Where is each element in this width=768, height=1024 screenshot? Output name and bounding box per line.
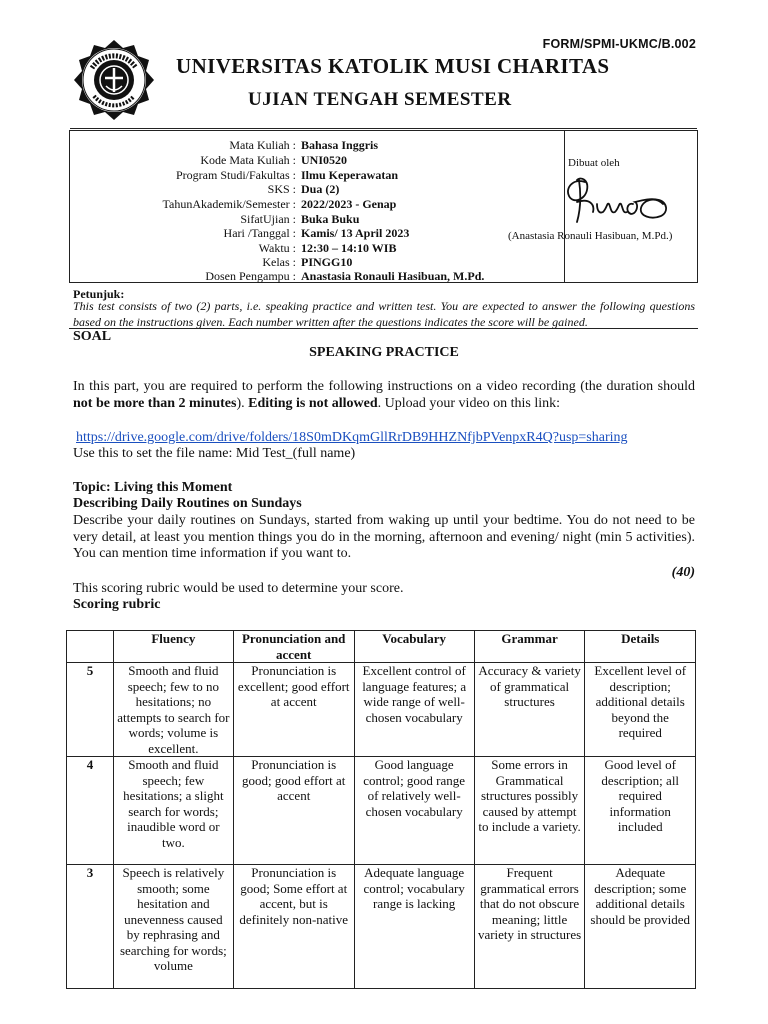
table-cell: Good language control; good range of relatively well-chosen vocabulary <box>354 757 474 865</box>
score-cell: 5 <box>67 663 114 757</box>
soal-label: SOAL <box>73 329 112 344</box>
info-label: Program Studi/Fakultas : <box>176 168 296 182</box>
info-value: PINGG10 <box>301 255 353 269</box>
header-cell: Vocabulary <box>354 631 474 663</box>
info-value: Ilmu Keperawatan <box>301 168 398 182</box>
info-row <box>70 226 564 241</box>
section-title <box>0 345 768 361</box>
header-cell: Details <box>585 631 696 663</box>
scoring-rubric-table <box>66 630 696 989</box>
intro-paragraph <box>73 379 695 412</box>
made-by-label: Dibuat oleh <box>568 157 620 169</box>
info-row <box>70 255 564 270</box>
instructions-divider <box>69 328 698 329</box>
section-title-text: SPEAKING PRACTICE <box>309 345 459 360</box>
info-label: Waktu : <box>258 241 296 255</box>
table-cell: Pronunciation is excellent; good effort at accent <box>233 663 354 757</box>
task-description: Describe your daily routines on Sundays, started from waking up until your bedtime. You do not need to be very detail, at least you mention things you do in the morning, afternoon and evening/ night (min 5 activities). You can mention time information if you want to. <box>73 513 695 561</box>
info-label: SKS : <box>267 182 296 196</box>
table-row <box>67 663 696 757</box>
task-score: (40) <box>671 565 695 580</box>
intro-text-3: . Upload your video on this link: <box>377 395 561 411</box>
table-cell: Smooth and fluid speech; few to no hesitations; no attempts to search for words; volume is excellent. <box>113 663 233 757</box>
table-cell: Smooth and fluid speech; few hesitations; a slight search for words; inaudible word or two. <box>113 757 233 865</box>
university-name: UNIVERSITAS KATOLIK MUSI CHARITAS <box>176 54 610 78</box>
info-label: Hari /Tanggal : <box>223 226 296 240</box>
table-cell: Frequent grammatical errors that do not obscure meaning; little variety in structures <box>474 865 585 989</box>
info-label: Dosen Pengampu : <box>205 269 296 283</box>
rubric-label: Scoring rubric <box>73 597 161 612</box>
info-row <box>70 197 564 212</box>
info-value: UNI0520 <box>301 153 348 167</box>
score-cell: 3 <box>67 865 114 989</box>
info-row <box>70 241 564 256</box>
table-cell: Pronunciation is good; Some effort at accent, but is definitely non-native <box>233 865 354 989</box>
info-label: Mata Kuliah : <box>229 138 296 152</box>
table-cell: Some errors in Grammatical structures possibly caused by attempt to include a variety. <box>474 757 585 865</box>
info-value: 2022/2023 - Genap <box>301 197 397 211</box>
info-value: Bahasa Inggris <box>301 138 379 152</box>
rubric-note: This scoring rubric would be used to determine your score. <box>73 581 404 596</box>
score-cell: 4 <box>67 757 114 865</box>
form-code: FORM/SPMI-UKMC/B.002 <box>542 37 696 51</box>
info-label: Kelas : <box>262 255 296 269</box>
table-cell: Adequate language control; vocabulary range is lacking <box>354 865 474 989</box>
info-label: TahunAkademik/Semester : <box>162 197 296 211</box>
table-cell: Accuracy & variety of grammatical structures <box>474 663 585 757</box>
info-value: Kamis/ 13 April 2023 <box>301 226 410 240</box>
info-label: Kode Mata Kuliah : <box>200 153 296 167</box>
header-cell: Fluency <box>113 631 233 663</box>
info-row <box>70 153 564 168</box>
info-value: 12:30 – 14:10 WIB <box>301 241 397 255</box>
table-cell: Pronunciation is good; good effort at accent <box>233 757 354 865</box>
info-row <box>70 138 564 153</box>
table-cell: Speech is relatively smooth; some hesitation and unevenness caused by rephrasing and searching for words; volume <box>113 865 233 989</box>
intro-bold-1: not be more than 2 minutes <box>73 395 237 411</box>
info-row <box>70 269 564 284</box>
info-value: Buka Buku <box>301 212 360 226</box>
header-cell: Grammar <box>474 631 585 663</box>
signature-icon <box>555 168 685 230</box>
table-cell: Excellent level of description; additional details beyond the required <box>585 663 696 757</box>
info-row <box>70 212 564 227</box>
exam-title: UJIAN TENGAH SEMESTER <box>248 89 512 110</box>
upload-link[interactable]: https://drive.google.com/drive/folders/18S0mDKqmGllRrDB9HHZNfjbPVenpxR4Q?usp=sharing <box>76 430 628 445</box>
info-label: SifatUjian : <box>240 212 296 226</box>
table-cell: Adequate description; some additional details should be provided <box>585 865 696 989</box>
table-row <box>67 865 696 989</box>
intro-text-2: ). <box>236 395 249 411</box>
filename-note: Use this to set the file name: Mid Test_(full name) <box>73 446 356 461</box>
header-cell: Pronunciation and accent <box>233 631 354 663</box>
instructions-label: Petunjuk: <box>73 287 125 301</box>
instructions-text: This test consists of two (2) parts, i.e. speaking practice and written test. You are expected to answer the following questions based on the instructions given. Each number written after the questions indicates the score will be gained. <box>73 299 695 329</box>
header-cell <box>67 631 114 663</box>
table-header-row <box>67 631 696 663</box>
intro-bold-2: Editing is not allowed <box>248 395 378 411</box>
subtopic-heading: Describing Daily Routines on Sundays <box>73 496 302 511</box>
topic-heading: Topic: Living this Moment <box>73 480 233 495</box>
info-value: Anastasia Ronauli Hasibuan, M.Pd. <box>301 269 485 283</box>
info-row <box>70 182 564 197</box>
signer-name: (Anastasia Ronauli Hasibuan, M.Pd.) <box>508 230 673 242</box>
university-seal-icon <box>72 38 156 122</box>
intro-text-1: In this part, you are required to perform the following instructions on a video recording (the duration should <box>73 379 695 394</box>
table-cell: Excellent control of language features; a wide range of well-chosen vocabulary <box>354 663 474 757</box>
table-cell: Good level of description; all required information included <box>585 757 696 865</box>
table-row <box>67 757 696 865</box>
info-value: Dua (2) <box>301 182 340 196</box>
info-row <box>70 168 564 183</box>
